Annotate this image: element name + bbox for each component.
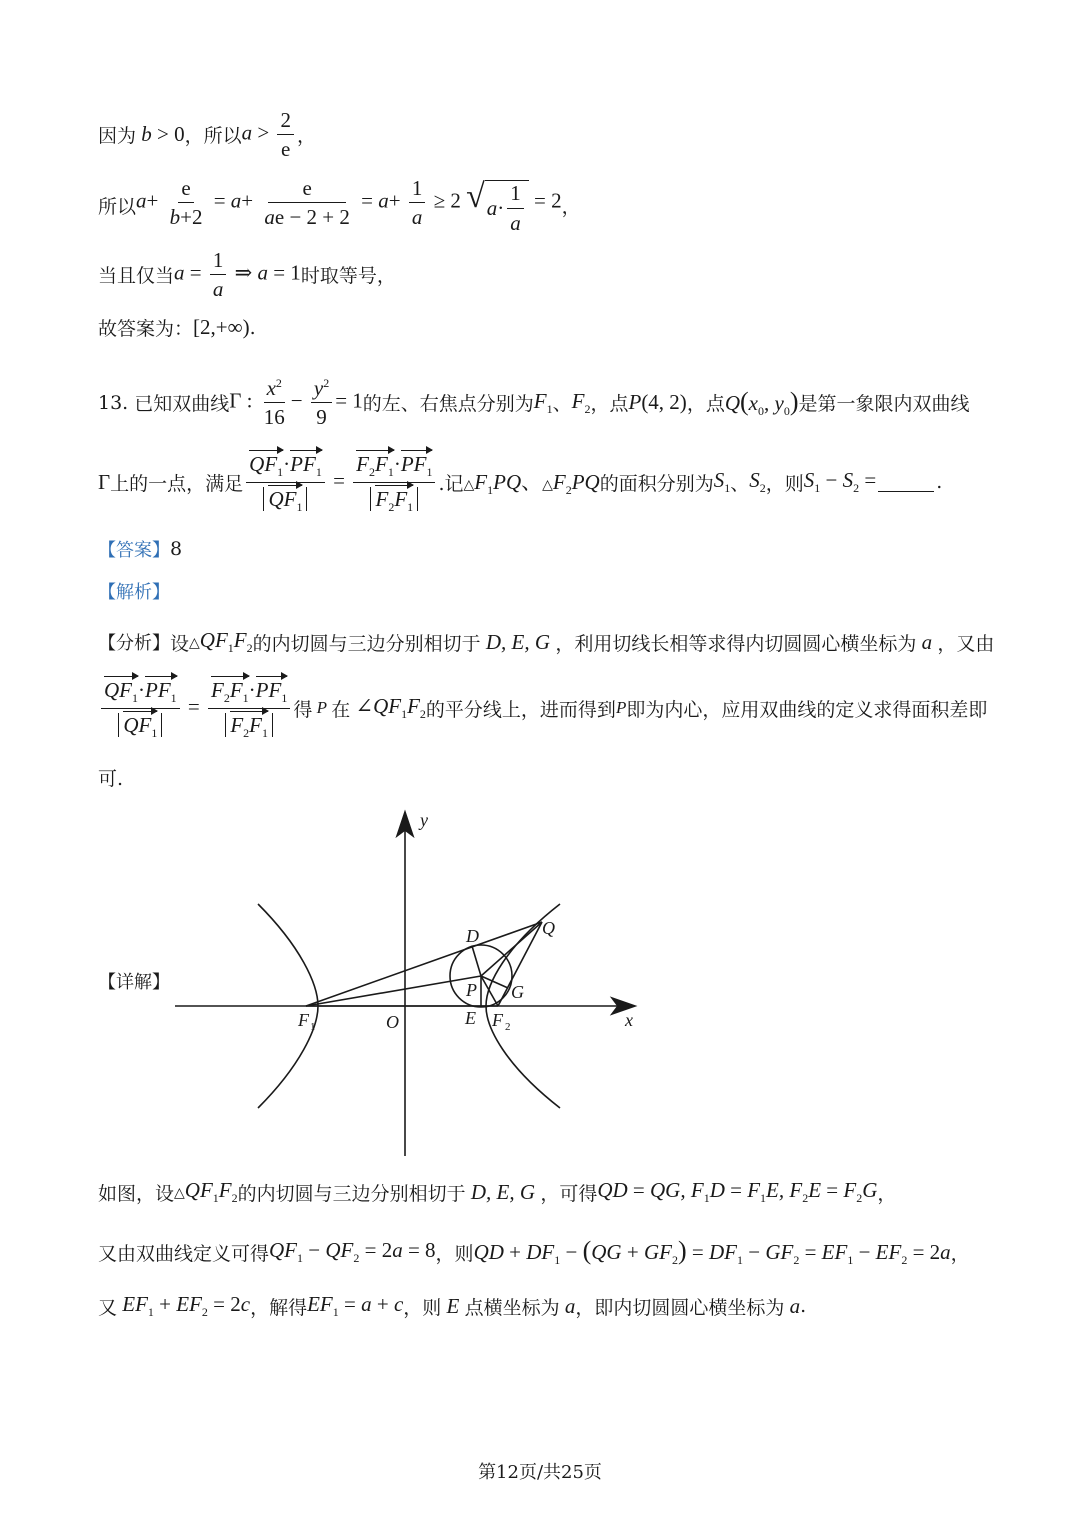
question-number: 13. <box>98 391 129 414</box>
label-f1-sub: 1 <box>310 1021 316 1033</box>
page-footer: 第12页/共25页 <box>478 1462 602 1483</box>
text-let: 设 <box>170 632 190 655</box>
period-2: . <box>936 471 943 494</box>
text-satisfies: 上的一点，满足 <box>110 472 244 495</box>
label-y: y <box>420 810 428 830</box>
text-abscissa: 点横坐标为 <box>464 1296 560 1319</box>
text-point-2: ，点 <box>686 393 725 416</box>
label-g: G <box>511 982 524 1002</box>
formula-definition: $QF_1 - QF_2 = 2a = 8$ <box>269 1238 436 1266</box>
text-obtain: ，可得 <box>540 1182 598 1205</box>
formula-equality: a = $\frac{1}{a}$ ⇒ a = 1 <box>174 248 301 302</box>
analysis-line-2 <box>98 676 987 741</box>
text-bisector: 的平分线上，进而得到 <box>425 698 616 721</box>
formula-tangent-lengths: QD = QG, $F_1D = F_1E$, $F_2E = F_2G$ <box>597 1178 878 1206</box>
label-d: D <box>466 926 479 946</box>
line-p-d <box>472 946 481 976</box>
text-incircle-2: 的内切圆与三边分别相切于 <box>237 1182 466 1205</box>
text-so-2: 所以 <box>98 195 137 218</box>
period-3: . <box>800 1295 807 1318</box>
formula-a-gt-2-over-e: a > $\frac{2}{e}$ <box>242 108 297 161</box>
formula-a: a <box>916 629 938 654</box>
text-because: 因为 <box>98 125 137 148</box>
text-then-2: ，则 <box>435 1242 474 1265</box>
formula-ef1: $EF_1 = a + c$ <box>307 1292 404 1320</box>
comma-3: ， <box>877 1182 897 1205</box>
analysis-tag: 【解析】 <box>98 582 170 603</box>
text-incenter: 即为内心，应用双曲线的定义求得面积差即 <box>626 698 988 721</box>
text-equality: 时取等号， <box>300 265 396 288</box>
text-solve: ，解得 <box>250 1296 308 1319</box>
formula-f1: $F_1$ <box>533 388 553 416</box>
formula-triangles: $\triangle F_1PQ$、$\triangle F_2PQ$ <box>463 470 600 498</box>
formula-difference: QD + $DF_1 - (QG + GF_2) = DF_1 - GF_2 = EF_1 - EF_2 = 2a$ <box>473 1236 951 1268</box>
comma: ， <box>296 125 316 148</box>
formula-condition-2: $\frac{QF_1\cdot PF_1}{QF_1}$ = $\frac{F_2F_1\cdot PF_1}{F_2F_1}$ <box>98 676 293 741</box>
comma-2: ， <box>561 195 581 218</box>
text-also: ，又由 <box>937 632 995 655</box>
text-hyperbola: 已知双曲线 <box>134 393 230 416</box>
formula-point-p: P(4, 2) <box>628 390 687 415</box>
comma-4: ， <box>950 1242 970 1265</box>
text-then-3: ，则 <box>403 1296 442 1319</box>
formula-angle: $\angle QF_1F_2$ <box>355 694 426 722</box>
detail-tag: 【详解】 <box>98 972 170 993</box>
line-2 <box>98 176 581 235</box>
analysis-line-1 <box>98 628 994 656</box>
label-q: Q <box>542 918 555 938</box>
detail-line-1 <box>98 1178 896 1206</box>
formula-e: E <box>441 1293 465 1318</box>
answer-blank <box>878 473 934 492</box>
formula-a-2: a <box>559 1293 576 1318</box>
hyperbola-diagram <box>170 806 640 1162</box>
formula-b-gt-0: b > 0 <box>136 122 185 147</box>
formula-s1: $S_1$ <box>713 468 731 496</box>
label-e: E <box>465 1008 476 1028</box>
text-point: ，点 <box>590 393 629 416</box>
text-tangent: ，利用切线长相等求得内切圆圆心横坐标为 <box>555 632 917 655</box>
analysis-tag-line <box>98 578 170 604</box>
text-first-quadrant: 是第一象限内双曲线 <box>798 393 970 416</box>
analysis-line-3 <box>98 764 123 791</box>
formula-triangle-qf1f2-2: $\triangle QF_1F_2$ <box>174 1178 238 1206</box>
text-answer-is: 故答案为： <box>98 318 194 340</box>
text-also-2: 又 <box>98 1296 118 1319</box>
formula-interval: [2,+∞) <box>193 315 250 339</box>
formula-f2: $F_2$ <box>571 388 591 416</box>
text-get: 得 <box>293 698 313 721</box>
detail-line-3 <box>98 1292 806 1320</box>
formula-p: P <box>312 698 332 718</box>
formula-s1-minus-s2: $S_1 - S_2$ = <box>803 468 877 496</box>
text-done: 可. <box>98 768 124 790</box>
text-iff: 当且仅当 <box>98 265 175 288</box>
line-1 <box>98 108 316 161</box>
answer-line <box>98 536 182 562</box>
formula-s2: $S_2$ <box>749 468 766 496</box>
label-x: x <box>625 1010 633 1030</box>
text-as-shown: 如图，设 <box>98 1182 175 1205</box>
formula-sum: $EF_1 + EF_2 = 2c$ <box>117 1292 251 1320</box>
line-3 <box>98 248 396 301</box>
formula-condition: $\frac{QF_1\cdot PF_1}{QF_1}$ = $\frac{F_2F_1\cdot PF_1}{F_2F_1}$ <box>243 450 438 515</box>
detail-tag-line <box>98 968 170 994</box>
formula-deg: D, E, G <box>480 629 556 654</box>
formula-point-q: $Q(x_0$, $y_0$) <box>724 386 799 418</box>
text-foci: 的左、右焦点分别为 <box>362 393 534 416</box>
answer-value: 8 <box>170 538 183 560</box>
label-f1: F <box>298 1010 309 1030</box>
text-incircle: 的内切圆与三边分别相切于 <box>252 632 481 655</box>
fenxi-tag: 【分析】 <box>98 633 170 655</box>
label-f2-sub: 2 <box>505 1021 511 1033</box>
text-on: 在 <box>331 698 351 721</box>
formula-am-gm: a+ $\frac{e}{b+2}$ = a+ $\frac{e}{ae - 2 + 2}$ = a+ $\frac{1}{a}$ ≥ 2 √ a · $\frac{1}{a}$ = 2 <box>136 176 562 235</box>
label-p: P <box>466 980 477 1000</box>
formula-deg-2: D, E, G <box>465 1179 541 1204</box>
formula-gamma: Γ <box>98 469 111 494</box>
detail-line-2 <box>98 1236 970 1268</box>
separator: 、 <box>552 393 572 416</box>
label-f2: F <box>492 1010 503 1030</box>
formula-p-2: P <box>615 698 627 718</box>
label-o: O <box>386 1012 399 1032</box>
formula-triangle-qf1f2: $\triangle QF_1F_2$ <box>189 628 253 656</box>
formula-a-3: a <box>784 1293 801 1318</box>
answer-tag: 【答案】 <box>98 540 170 561</box>
text-so: ，所以 <box>184 125 242 148</box>
separator-2: 、 <box>730 472 750 495</box>
text-then: ，则 <box>765 472 804 495</box>
period: . <box>249 316 256 339</box>
text-definition: 又由双曲线定义可得 <box>98 1242 270 1265</box>
q13-line-2 <box>98 450 942 515</box>
text-areas: 的面积分别为 <box>599 472 714 495</box>
line-4 <box>98 314 256 341</box>
text-denote: .记 <box>438 472 464 495</box>
q13-line-1 <box>98 376 970 429</box>
text-center-abscissa: ，即内切圆圆心横坐标为 <box>575 1296 785 1319</box>
formula-hyperbola: Γ : $\frac{x^2}{16}$ − $\frac{y^2}{9}$ = 1 <box>229 376 363 430</box>
